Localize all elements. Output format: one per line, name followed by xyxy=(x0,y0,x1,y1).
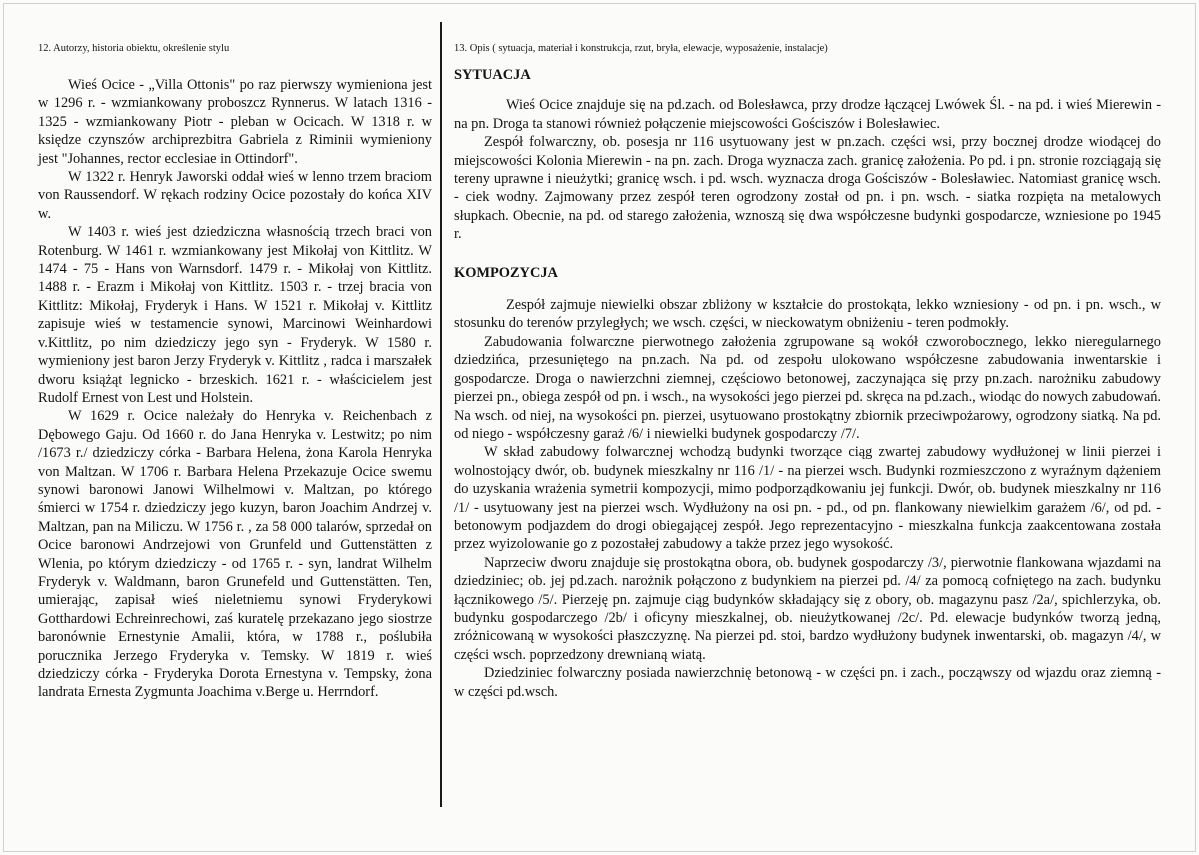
kompozycja-paragraph: Dziedziniec folwarczny posiada nawierzchnię betonową - w części pn. i zach., począwszy od wjazdu oraz ziemną - w części pd.wsch. xyxy=(454,665,1161,700)
column-divider xyxy=(440,22,442,807)
sytuacja-paragraph: Wieś Ocice znajduje się na pd.zach. od Bolesławca, przy drodze łączącej Lwówek Śl. - na pd. i wieś Mierewin - na pn. Droga ta stanowi również połączenie miejscowości Gościszów i Bolesławiec. xyxy=(454,97,1161,132)
section-title-sytuacja: SYTUACJA xyxy=(454,67,531,83)
history-paragraph: W 1403 r. wieś jest dziedziczna własnością trzech braci von Rotenburg. W 1461 r. wzmiankowany jest Mikołaj von Kittlitz. W 1474 - 75 - Hans von Warnsdorf. 1479 r. - Mikołaj von Kittlitz. 1488 r. - Erazm i Mikołaj von Kittlitz. 1503 r. - trzej bracia von Kittlitz: Mikołaj, Fryderyk i Hans. W 1521 r. Mikołaj v. Kittlitz zapisuje wieś w testamencie synowi, Marcinowi Weinhardowi v.Kittlitz, po nim dziedziczy jego syn - Fryderyk. W 1580 r. wymieniony jest baron Jerzy Fryderyk v. Kittlitz , radca i marszałek dworu książąt legnicko - brzeskich. 1621 r. - właścicielem jest Rudolf Ernest von Lest und Holstein. xyxy=(38,224,432,406)
kompozycja-paragraph: Zabudowania folwarczne pierwotnego założenia zgrupowane są wokół czworobocznego, lekko nieregularnego dziedzińca, przesuniętego na pn.zach. Na pd. od zespołu ulokowano współczesne zabudowania inwentarskie i gospodarcze. Droga o nawierzchni ziemnej, częściowo betonowej, zaczynająca się przy pn.zach. narożniku zabudowy pierzei pn., obiega zespół od pn. i wsch., na wysokości jego pierzei pd. skręca na pd.zach., wiodąc do nowych zabudowań. Na wsch. od niej, na wysokości pn. pierzei, usytuowano prostokątny zbiornik przeciwpożarowy, ogrodzony siatką. Na pd. od niego - współczesny garaż /6/ i niewielki budynek gospodarczy /7/. xyxy=(454,333,1161,442)
kompozycja-paragraph: Naprzeciw dworu znajduje się prostokątna obora, ob. budynek gospodarczy /3/, pierwotnie flankowana wjazdami na dziedziniec; ob. jej pd.zach. narożnik połączono z budynkiem na pierzei pd. /4/ za pomocą cofniętego na zach. budynku łącznikowego /5/. Pierzeję pn. zajmuje ciąg budynków składający się z obory, ob. magazynu pasz /2a/, spichlerzyka, ob. budynku gospodarczego /2b/ i oficyny mieszkalnej, ob. nieużytkowanej /2c/. Pd. elewacje budynków tworzą jedną, zróżnicowaną w wysokości płaszczyznę. Na pierzei pd. stoi, bardzo wydłużony budynek inwentarski, ob. magazyn /4/, w części wsch. poprzedzony drewnianą wiatą. xyxy=(454,554,1161,663)
right-column-header: 13. Opis ( sytuacja, materiał i konstrukcja, rzut, bryła, elewacje, wyposażenie, instalacje) xyxy=(454,43,828,54)
history-paragraph: W 1322 r. Henryk Jaworski oddał wieś w lenno trzem braciom von Raussendorf. W rękach rodziny Ocice pozostały do końca XIV w. xyxy=(38,169,432,222)
left-column-header: 12. Autorzy, historia obiektu, określenie stylu xyxy=(38,43,230,54)
history-paragraph: Wieś Ocice - „Villa Ottonis" po raz pierwszy wymieniona jest w 1296 r. - wzmiankowany proboszcz Rynnerus. W latach 1316 - 1325 - wzmiankowany Piotr - pleban w Ocicach. W 1318 r. w księdze czynszów archiprezbitra Gabriela z Riminii wymieniony jest "Johannes, rector ecclesiae in Ottindorf". xyxy=(38,77,432,167)
left-column xyxy=(38,38,432,702)
sytuacja-paragraph: Zespół folwarczny, ob. posesja nr 116 usytuowany jest w pn.zach. części wsi, przy bocznej drodze wiodącej do miejscowości Kolonia Mierewin - na pn. zach. Droga wyznacza zach. granicę założenia. Po pd. i pn. stronie rozciągają się tereny uprawne i nieużytki; granicę wsch. i pd. wsch. wyznacza droga Gościszów - Bolesławiec. Natomiast granicę wsch. - ciek wodny. Zajmowany przez zespół teren ogrodzony został od pn. i pn. wsch. - siatka rozpięta na metalowych słupkach. Obecnie, na pd. od starego założenia, wznoszą się dwa współczesne budynki gospodarcze, wzniesione po 1945 r. xyxy=(454,134,1161,243)
kompozycja-paragraph: Zespół zajmuje niewielki obszar zbliżony w kształcie do prostokąta, lekko wzniesiony - od pn. i pn. wsch., w stosunku do terenów przyległych; we wsch. części, w nieckowatym obniżeniu - teren podmokły. xyxy=(454,297,1161,332)
right-column xyxy=(454,38,1161,701)
kompozycja-paragraph: W skład zabudowy folwarcznej wchodzą budynki tworzące ciąg zwartej zabudowy wydłużonej w linii pierzei i wolnostojący dwór, ob. budynek mieszkalny nr 116 /1/ - na pierzei wsch. Budynki rozmieszczono z wyraźnym dążeniem do uzyskania wrażenia symetrii kompozycji, mimo podporządkowaniu jej funkcji. Dwór, ob. budynek mieszkalny nr 116 /1/ - usytuowany jest na pierzei wsch. Wydłużony na osi pn. - pd., od pn. flankowany niewielkim garażem /6/, od pd. - betonowym podjazdem do drogi obiegającej zespół. Jego reprezentacyjno - mieszkalna funkcja zaakcentowana została przez wyizolowanie go z pozostałej zabudowy a także przez jego wysokość. xyxy=(454,444,1161,553)
history-paragraph: W 1629 r. Ocice należały do Henryka v. Reichenbach z Dębowego Gaju. Od 1660 r. do Jana Henryka v. Lestwitz; po nim /1673 r./ dziedziczy córka - Barbara Helena, żona Karola Henryka von Maltzan. W 1706 r. Barbara Helena Przekazuje Ocice swemu synowi baronowi Janowi Wilhelmowi v. Maltzan, po którego śmierci w 1754 r. dziedziczy jego kuzyn, baron Joachim Andrzej v. Maltzan, pan na Miliczu. W 1756 r. , za 58 000 talarów, sprzedał on Ocice baronowi Andrzejowi von Grunfeld und Guttenstätten z Wlenia, po którym dziedziczy - od 1765 r. - syn, landrat Wilhelm Fryderyk v. Waldmann, baron Grunefeld und Guttenstätten. Ten, umierając, zapisał wieś nieletniemu synowi Fryderykowi Gotthardowi Echreinrechowi, zaś kuratelę przekazano jego siostrze baronównie Ernestynie Amalii, która, w 1788 r., poślubiła porucznika Jerzego Fryderyka v. Temsky. W 1819 r. wieś dziedziczy córka - Fryderyka Dorota Ernestyna v. Tempsky, żona landrata Ernesta Zygmunta Joachima v.Berge u. Herrndorf. xyxy=(38,408,432,701)
section-title-kompozycja: KOMPOZYCJA xyxy=(454,264,558,281)
